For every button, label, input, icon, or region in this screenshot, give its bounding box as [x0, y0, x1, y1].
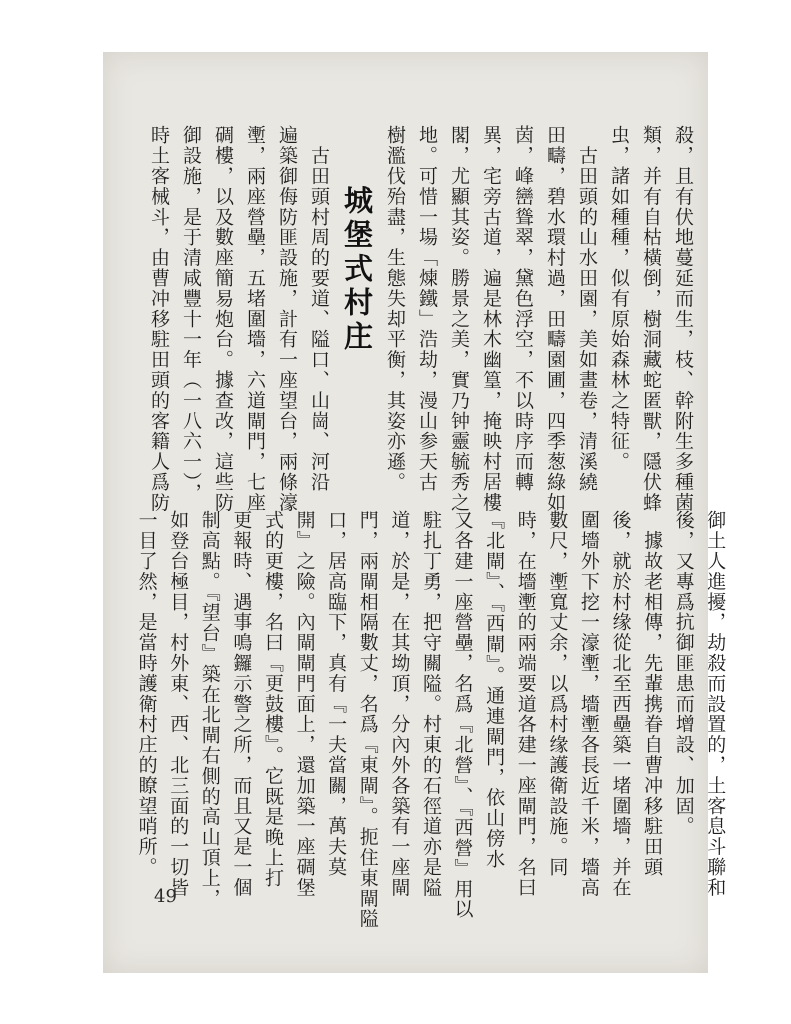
page-number: 49 — [154, 886, 177, 907]
text-column: 道，於是，在其坳頂，分內外各築有一座閘 — [388, 510, 411, 898]
text-column: 更報時、遇事鳴鑼示警之所，而且又是一個 — [230, 510, 253, 898]
text-column: 數尺，壍寬丈余，以爲村缘護衛設施。同 — [546, 510, 569, 878]
text-column: 後，又專爲抗御匪患而增設、加固。 — [672, 510, 695, 837]
text-column: 如登台極目，村外東、西、北三面的一切皆 — [167, 510, 190, 898]
top-text-block — [143, 125, 699, 512]
text-column: 類，并有自枯橫倒，樹洞藏蛇匿獸，隱伏蜂 — [640, 125, 662, 513]
text-column: 口，居高臨下，真有『一夫當關，萬夫莫 — [325, 510, 348, 878]
text-column: 壍，兩座營壘，五堵圍墻，六道閘門，七座 — [244, 125, 266, 513]
text-column: 遍築御侮防匪設施，計有一座望台，兩條濠 — [276, 125, 298, 513]
text-column: 據故老相傳，先輩携眷自曹冲移駐田頭 — [641, 510, 664, 878]
text-column: 時，在墻壍的兩端要道各建一座閘門，名曰 — [514, 510, 537, 898]
text-column: 『北閘』、『西閘』。通連閘門，依山傍水 — [483, 510, 506, 870]
text-column: 式的更樓，名曰『更鼓樓』。它既是晚上打 — [261, 510, 284, 889]
text-column: 樹濫伐殆盡，生態失却平衡，其姿亦遜。 — [384, 125, 406, 493]
bottom-text-block — [130, 510, 730, 929]
text-column: 制高點。『望台』築在北閘右側的高山頂上， — [198, 510, 221, 909]
text-column: 虫，諸如種種，似有原始森林之特征。 — [608, 125, 630, 472]
text-column: 異，宅旁古道，遍是林木幽篁，掩映村居樓 — [480, 125, 502, 513]
text-column: 殺，且有伏地蔓延而生，枝、幹附生多種菌 — [672, 125, 694, 513]
text-column: 古田頭村周的要道、隘口、山崗、河沿 — [308, 125, 330, 493]
text-column: 田疇，碧水環村過，田疇園圃，四季葱綠如 — [544, 125, 566, 513]
text-column: 門，兩閘相隔數丈，名爲『東閘』。扼住東閘隘 — [356, 510, 379, 929]
text-column: 地。可惜一場「煉鐵」浩劫，漫山参天古 — [416, 125, 438, 493]
text-column: 一目了然，是當時護衛村庄的瞭望哨所。 — [135, 510, 158, 878]
text-column: 後，就於村缘從北至西壘築一堵圍墻，并在 — [609, 510, 632, 898]
text-column: 御設施，是于清咸豐十一年（一八六一）， — [180, 125, 202, 504]
text-column: 開』之險。內閘閘門面上，還加築一座碉堡 — [293, 510, 316, 898]
text-column: 圍墻外下挖一濠壍，墻壍各長近千米，墻高 — [577, 510, 600, 898]
section-heading: 城堡式村庄 — [340, 185, 374, 355]
text-column: 又各建一座營壘，名爲『北營』、『西營』用以 — [451, 510, 474, 920]
text-column: 御土人進擾，劫殺而設置的，土客息斗聯和 — [704, 510, 727, 898]
text-column: 時土客械斗，由曹冲移駐田頭的客籍人爲防 — [148, 125, 170, 513]
book-page — [103, 52, 727, 973]
text-column: 古田頭的山水田園，美如畫卷，清溪繞 — [576, 125, 598, 493]
text-column: 駐扎丁勇，把守關隘。村東的石徑道亦是隘 — [419, 510, 442, 898]
text-column: 茵，峰巒聳翠，黛色浮空，不以時序而轉 — [512, 125, 534, 493]
text-column: 碉樓，以及數座簡易炮台。據查改，這些防 — [212, 125, 234, 513]
text-column: 閣，尤顯其姿。勝景之美，實乃钟靈毓秀之 — [448, 125, 470, 513]
